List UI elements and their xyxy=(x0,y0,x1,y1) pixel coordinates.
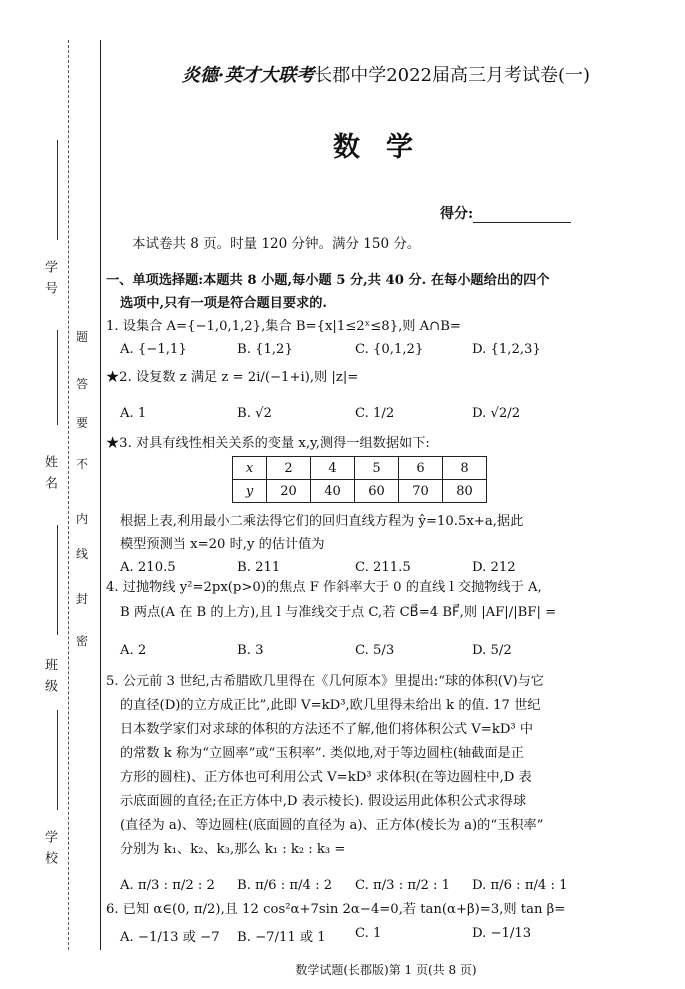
id-label: 学 号 xyxy=(42,260,57,297)
table-cell: 70 xyxy=(399,480,443,503)
q4-option-a: A. 2 xyxy=(120,643,147,658)
name-label: 姓 名 xyxy=(42,455,57,492)
q1-option-a: A. {−1,1} xyxy=(120,342,187,357)
q3-text-line: 根据上表,利用最小二乘法得它们的回归直线方程为 ŷ=10.5x+a,据此 xyxy=(120,514,524,529)
q5-option-b: B. π/6 : π/4 : 2 xyxy=(237,878,333,893)
q4-option-d: D. 5/2 xyxy=(472,643,512,658)
question-1-stem: 1. 设集合 A={−1,0,1,2},集合 B={x|1≤2ˣ≤8},则 A∩B= xyxy=(106,319,461,334)
table-cell: 20 xyxy=(267,480,311,503)
q5-option-c: C. π/3 : π/2 : 1 xyxy=(355,878,451,893)
question-2-stem: ★2. 设复数 z 满足 z = 2i/(−1+i),则 |z|= xyxy=(106,370,359,385)
id-blank xyxy=(57,140,58,240)
table-cell: 40 xyxy=(311,480,355,503)
q5-text-line: 的直径(D)的立方成正比”,此即 V=kD³,欧几里得未给出 k 的值. 17 世纪 xyxy=(120,698,541,713)
section-heading: 一、单项选择题:本题共 8 小题,每小题 5 分,共 40 分. 在每小题给出的四个 xyxy=(106,273,550,288)
class-blank xyxy=(57,525,58,635)
table-cell: 4 xyxy=(311,457,355,480)
q1-option-c: C. {0,1,2} xyxy=(355,342,424,357)
table-row xyxy=(233,480,487,503)
q3-option-b: B. 211 xyxy=(237,560,281,575)
q4-text-line: B 两点(A 在 B 的上方),且 l 与准线交于点 C,若 CB⃗=4 BF⃗,则 |AF|/|BF| = xyxy=(120,605,557,620)
class-label: 班 级 xyxy=(42,658,57,695)
question-5-stem: 5. 公元前 3 世纪,古希腊欧几里得在《几何原本》里提出:“球的体积(V)与它 xyxy=(106,674,544,689)
q3-text-line: 模型预测当 x=20 时,y 的估计值为 xyxy=(120,537,325,552)
q2-option-d: D. √2/2 xyxy=(472,406,521,421)
question-4-stem: 4. 过抛物线 y²=2px(p>0)的焦点 F 作斜率大于 0 的直线 l 交抛物线于 A, xyxy=(106,580,542,595)
seal-char: 要 xyxy=(76,416,89,430)
q5-text-line: 日本数学家们对求球的体积的方法还不了解,他们将体积公式 V=kD³ 中 xyxy=(120,722,534,737)
table-cell: 80 xyxy=(443,480,487,503)
school-blank xyxy=(57,710,58,810)
school-label: 学 校 xyxy=(42,830,57,867)
page-footer: 数学试题(长郡版)第 1 页(共 8 页) xyxy=(295,963,477,977)
margin-border-line xyxy=(100,40,101,950)
seal-char: 线 xyxy=(76,547,89,561)
question-3-stem: ★3. 对具有线性相关关系的变量 x,y,测得一组数据如下: xyxy=(106,436,430,451)
q5-text-line: 的常数 k 称为“立圆率”或“玉积率”. 类似地,对于等边圆柱(轴截面是正 xyxy=(120,746,524,761)
table-cell: 6 xyxy=(399,457,443,480)
q2-option-c: C. 1/2 xyxy=(355,406,395,421)
exam-header xyxy=(106,61,666,87)
seal-char: 封 xyxy=(76,592,89,606)
exam-intro: 本试卷共 8 页。时量 120 分钟。满分 150 分。 xyxy=(132,236,421,252)
brand-name: 炎德·英才大联考 xyxy=(181,65,315,86)
q5-text-line: 示底面圆的直径;在正方体中,D 表示棱长). 假设运用此体积公式求得球 xyxy=(120,794,527,809)
q2-option-a: A. 1 xyxy=(120,406,147,421)
q3-option-c: C. 211.5 xyxy=(355,560,411,575)
seal-char: 答 xyxy=(76,377,89,391)
table-header-cell: y xyxy=(233,480,267,503)
q1-option-b: B. {1,2} xyxy=(237,342,293,357)
seal-char: 内 xyxy=(76,512,89,526)
subject-title: 数学 xyxy=(333,132,439,163)
table-cell: 2 xyxy=(267,457,311,480)
q2-option-b: B. √2 xyxy=(237,406,272,421)
q5-option-a: A. π/3 : π/2 : 2 xyxy=(120,878,215,893)
name-blank xyxy=(57,330,58,425)
q6-option-d: D. −1/13 xyxy=(472,926,532,941)
q5-text-line: 分别为 k₁、k₂、k₃,那么 k₁ : k₂ : k₃ = xyxy=(120,842,346,857)
seal-char: 不 xyxy=(76,457,89,471)
q5-text-line: 方形的圆柱)、正方体也可利用公式 V=kD³ 求体积(在等边圆柱中,D 表 xyxy=(120,770,532,785)
question-6-stem: 6. 已知 α∈(0, π/2),且 12 cos²α+7sin 2α−4=0,若 tan(α+β)=3,则 tan β= xyxy=(106,902,566,917)
q4-option-b: B. 3 xyxy=(237,643,264,658)
data-table xyxy=(232,456,487,503)
q5-option-d: D. π/6 : π/4 : 1 xyxy=(472,878,568,893)
table-cell: 5 xyxy=(355,457,399,480)
q3-option-d: D. 212 xyxy=(472,560,516,575)
seal-char: 题 xyxy=(76,330,89,344)
q6-option-c: C. 1 xyxy=(355,926,382,941)
section-heading-cont: 选项中,只有一项是符合题目要求的. xyxy=(120,296,327,311)
q6-option-b: B. −7/11 或 1 xyxy=(237,930,326,945)
exam-page xyxy=(106,0,680,989)
q5-text-line: (直径为 a)、等边圆柱(底面圆的直径为 a)、正方体(棱长为 a)的“玉积率” xyxy=(120,818,544,833)
table-row xyxy=(233,457,487,480)
binding-margin xyxy=(0,0,100,989)
seal-dashed-line xyxy=(68,40,69,950)
table-header-cell: x xyxy=(233,457,267,480)
q4-option-c: C. 5/3 xyxy=(355,643,395,658)
score-blank xyxy=(473,208,571,223)
exam-title: 长郡中学2022届高三月考试卷(一) xyxy=(314,65,591,86)
score-label: 得分: xyxy=(440,206,474,222)
seal-char: 密 xyxy=(76,634,89,648)
table-cell: 60 xyxy=(355,480,399,503)
table-cell: 8 xyxy=(443,457,487,480)
q1-option-d: D. {1,2,3} xyxy=(472,342,541,357)
q3-option-a: A. 210.5 xyxy=(120,560,176,575)
q6-option-a: A. −1/13 或 −7 xyxy=(120,930,220,945)
score-field xyxy=(440,203,571,223)
